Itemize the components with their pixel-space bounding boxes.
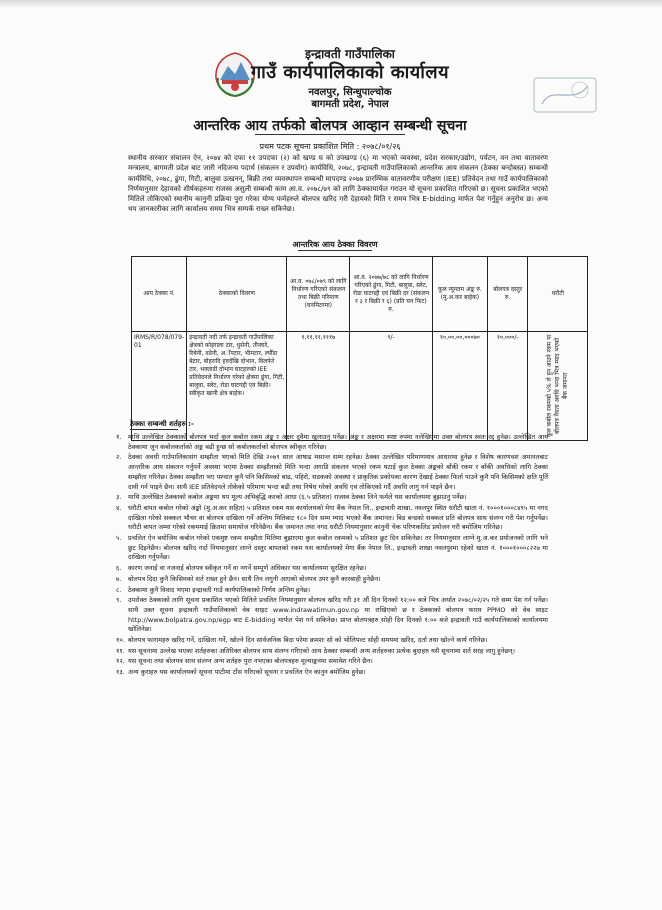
- term-number: १.: [116, 433, 122, 441]
- term-number: १२.: [116, 657, 125, 666]
- notice-title: आन्तरिक आय तर्फको बोलपत्र आव्हान सम्बन्धी सूचना: [193, 118, 467, 134]
- list-item: [116, 433, 548, 452]
- table-row: [132, 332, 588, 441]
- term-number: १३.: [116, 668, 125, 677]
- term-number: १०.: [116, 636, 125, 645]
- guarantee-text: कूल कबोल रकमको ५% ले हुन आउने रकम या बोलपत्र वैधता अवधि भन्दा भित्र म्याद भएको बैंक जमानत: [545, 334, 569, 438]
- table-header-row: [132, 257, 588, 332]
- term-number: ४.: [116, 503, 122, 512]
- list-item: [116, 668, 548, 678]
- office-province: बागमती प्रदेश, नेपाल: [311, 99, 389, 110]
- term-text: कारण जनाई वा नजनाई बोलपत्र स्वीकृत गर्ने वा नगर्ने सम्पूर्ण अधिकार यस कार्यालयमा सुरक्षित रहनेछ।: [128, 564, 367, 573]
- cell-guarantee: [528, 332, 588, 441]
- title-underline: [255, 134, 405, 135]
- municipality-name: इन्द्रावती गाउँपालिका: [305, 47, 395, 61]
- terms-list: [116, 433, 548, 679]
- term-text: बोलपत्र दिदा कुनै किसिमको शर्त राख्न हुने छैन। साथै तिन लगुनी आएको बोलपत्र उपर कुनै कारबाही हुनेछैन।: [128, 574, 381, 583]
- cell-rate: ९/-: [350, 332, 433, 441]
- list-item: [116, 647, 548, 657]
- list-item: [116, 575, 548, 585]
- cell-quantity: १,११,११,१११७: [287, 332, 350, 441]
- col-description: ठेक्काको विवरण: [187, 257, 287, 332]
- list-item: [116, 596, 548, 635]
- col-rate: आ.व. २०७७/७८ को लागि निर्धारण गरिएको ढुंगा, गिटी, बालुवा, स्लेट, रोडा घाटगद्दी एवं बिक्री दर (संकलन र ३ र बिक्री र ६) (प्रति घन फिट) रु.: [350, 257, 433, 332]
- col-fee: बोलपत्र दस्तुर रु.: [487, 257, 528, 332]
- cell-contract-no: IRMS/R/078/079-01: [132, 332, 187, 441]
- intro-paragraph: स्थानीय सरकार संचालन ऐन, २०७४ को दफा ११ उपदफा (२) को खण्ड घ को उपखण्ड (६) मा भएको व्यवस्था, प्रदेश सरकार/उद्योग, पर्यटन, वन तथा वातावरण मन्त्रालय, बागमती प्रदेश बाट जारी नदिजन्य पदार्थ (संकलन र उपयोग) कार्यविधि, २०७८, इन्द्रावती गाउँपालिकाको आन्तरिक आय संकलन (ठेक्का बन्दोबस्त) सम्बन्धी कार्यविधि, २०७८, ढुंगा, गिटी, बालुवा उत्खनन्, बिक्री तथा व्यवस्थापन सम्बन्धी मापदण्ड २०७७ प्रारम्भिक वातावरणीय परीक्षण (IEE) प्रतिवेदन तथा गाउँ कार्यपालिकाको निर्णयानुसार देहायको शीर्षकहरुमा राजस्व असुली सम्बन्धी काम आ.व. २०७८/७९ को लागि ठेक्कामार्फत गराउन यो सूचना प्रकाशित गरिएको छ। सूचना प्रकाशित भएको मितिले तोकिएको स्थानीय कानुनी प्रक्रिया पुरा गरेका योग्य फर्महरुले बोलपत्र खरिद गरी देहायको मिति र समय भित्र E-bidding मार्फत पेश गर्नुहुन अनुरोध छ। अन्य थप जानकारीका लागि कार्यालय समय भित्र सम्पर्क राख्न सकिनेछ।: [128, 154, 548, 214]
- contract-table: [131, 256, 588, 441]
- publish-date: प्रथम पटक सूचना प्रकाशित मिति : २०७८/०१/२६: [259, 142, 401, 151]
- term-text: माथि उल्लेखित ठेक्काको कबोल अङ्कमा थप मूल्य अभिबृद्धि करको आधा (६.५ प्रतिशत) राजस्व ठेक्का लिने फर्मले यस कार्यालयमा बुझाउनु पर्नेछ।: [128, 493, 467, 502]
- list-item: [116, 453, 548, 492]
- term-text: उपरोक्त ठेक्काको लागि सूचना प्रकाशित भएको मितिले प्रचलित नियमानुसार बोलपत्र खरिद गरी ३१ औं दिन दिनको १२:०० बजे भित्र अर्थात २०७८/०२/२५ गते सम्म पेश गर्न पर्नेछ। साथै उक्त सूचना इन्द्रावती गाउँपालिकाको वेब साइट www.indrawatimun.gov.np मा राखिएको छ र ठेक्काको बोलपत्र फारम PPMO को वेब साइट http://www.bolpatra.gov.np/egp बाट E-bidding मार्फत पेश गर्न सकिनेछ। प्राप्त बोलपत्रहरु सोही दिन दिनको १:०० बजे इन्द्रावती गाउँ कार्यपालिकाको कार्यालयमा खोलिनेछ।: [128, 596, 548, 634]
- term-number: ११.: [116, 646, 125, 655]
- cell-fee: १०,०००/-: [487, 332, 528, 441]
- col-contract-no: आय ठेक्का नं.: [132, 257, 187, 332]
- term-text: यस सूचनामा उल्लेख भएका शर्तहरुका अतिरिक्त बोलपत्र साथ संलग्न गरिएको आय ठेक्का सम्बन्धी अन्य शर्तहरुका प्रत्येक बुदाहरु यसै सूचनामा शर्त सरह लागु हुनेछन्।: [128, 646, 515, 655]
- scan-edge: [0, 0, 662, 8]
- list-item: [116, 564, 548, 574]
- cell-min-amount: १०,००,००,०००७०: [432, 332, 487, 441]
- list-item: [116, 657, 548, 667]
- col-guarantee: धरौटी: [528, 257, 588, 332]
- term-text: ठेक्कामा कुनै विवाद भएमा इन्द्रावती गाउँ कार्यपालिकाको निर्णय अन्तिम हुनेछ।: [128, 585, 311, 594]
- office-location: नवलपुर, सिन्धुपाल्चोक: [308, 87, 392, 98]
- term-number: ७.: [116, 574, 122, 583]
- term-number: २.: [116, 453, 122, 462]
- table-title: आन्तरिक आय ठेक्का विवरण: [292, 240, 378, 249]
- term-number: ३.: [116, 493, 122, 502]
- col-quantity: आ.व. ०७८/०७९ को लागि निर्धारण गरिएको संकलन तथा बिक्री परिमाण (घनमिटरमा): [287, 257, 350, 332]
- col-min-amount: कूल न्यूनतम अंङ्क रु. (मु.अ.कर बाहेक): [432, 257, 487, 332]
- term-text: माथि उल्लेखित ठेक्काको बोलपत्र भर्दा कुल कबोल रकम अंङ्क र अक्षर दुवैमा खुलाउनु पर्नेछ। अंङ्क र अक्षरमा स्पष्ट रुपमा नलेखिएमा उक्त बोलपत्र स्वतः रद्द हुनेछ। उल्लेखित आय ठेक्कामा जुन कबोलकर्ताको अंङ्क बढी हुन्छ सो कबोलकर्ताको बोलपत्र स्वीकृत गरिनेछ।: [128, 433, 548, 451]
- list-item: [116, 586, 548, 596]
- table-title-underline: [298, 250, 372, 251]
- terms-heading-underline: [130, 429, 178, 430]
- term-text: प्रचलित ऐन बमोजिम कबोल गरेको एकमुष्ट रकम सम्झौता मितिमा बुझाएमा कुल कबोल रकमको ५ प्रतिशत छुट दिन सकिनेछ। तर नियमानुसार लाग्ने मु.अ.कर प्रयोजनको लागि भने छुट दिइनेछैन। बोलपत्र खरिद गर्दा नियमानुसार लाग्ने दस्तुर बापतको रकम यस कार्यालयको मेगा बैंक नेपाल लि., इन्द्रावती शाखा नवलपुरमा रहेको खाता नं. १०००१०००८२२७ मा दाखिला गर्नुपर्नेछ।: [128, 534, 548, 562]
- office-name: गाउँ कार्यपालिकाको कार्यालय: [250, 62, 450, 83]
- list-item: [116, 493, 548, 503]
- office-stamp-icon: [532, 76, 598, 114]
- cell-description: इन्द्रावती नदी तर्फ इन्द्रावती गाउँपालिका क्षेत्रको कोइराला टार, धुसेनी, तीनघरे, रिबेनी, वडेनी, अाँपटार, भीमटार, ल्यौँडा बेटार, बोहरादि हरुदेखि दोभान, विलफेरे टार, भक्ताडी दोभान घाटहरुको IEE प्रतिवेदनले निर्धारण गरेको क्षेत्रमा ढुंगा, गिटी, बालुवा, स्लेट, रोडा घाटगद्दी एवं बिक्री। स्वीकृत खानी क्षेत्र बाहेक।: [187, 332, 287, 441]
- term-text: बोलपत्र फारामहरु खरिद गर्ने, दाखिला गर्ने, खोल्ने दिन सार्वजनिक बिदा परेमा क्रमशः सो को भोलिपल्ट सोही समयमा खरिद, दर्ता तथा खोल्ने कार्य गरिनेछ।: [128, 636, 488, 645]
- list-item: [116, 504, 548, 533]
- term-number: ८.: [116, 585, 122, 594]
- term-number: ५.: [116, 534, 122, 543]
- list-item: [116, 534, 548, 563]
- term-number: ९.: [116, 596, 122, 605]
- list-item: [116, 636, 548, 646]
- term-text: ठेक्का अवधी गाउँपालिकासंग सम्झौता भएको मिति देखि २०७९ साल आषाढ मसान्त सम्म रहनेछ। ठेक्का उल्लेखित परिमाणमात्र आधारमा हुनेछ र विशेष कारणवश अमानतबाट आन्तरिक आय संकलन गर्नुपर्ने अवस्था भएमा ठेक्का सम्झौताको मिति भन्दा अगाडि संकलन भएको रकम घटाई कुल ठेक्का अंङ्कको बाँकी रकम र बाँकी अवधिको लागि ठेक्का सम्झौता गरिनेछ। ठेक्का सम्झौता भए पश्चात कुनै पनि किसिमको बाढ, पहिरो, सडकको अवस्था र प्राकृतिक प्रकोपका कारण देखाई ठेक्का फिर्ता पाउने कुनै पनि किसिमको क्षति पूर्ति दावी गर्न पाइने छैन। साथै IEE प्रतिवेदनले तोकेको परिमाण भन्दा बढी तथा निषेध गरेको अवधि एवं तोकिएको गर्दै अवधि लागु गर्न पाइने छैन।: [128, 453, 548, 491]
- term-text: अन्य कुराहरु यस कार्यालयको सूचना पाटीमा टाँस गरिएको सूचना र प्रचलित ऐन कानुन बमोजिम हुनेछ।: [128, 668, 366, 677]
- term-number: ६.: [116, 564, 122, 573]
- terms-heading: ठेक्का सम्बन्धी शर्तहरु :-: [130, 420, 194, 428]
- term-text: धरौटी बापत कबोल गरेको अंङ्को (मु.अ.कर सहित) ५ प्रतिशत रकम यस कार्यालयको मेगा बैंक नेपाल लि., इन्द्रावती शाखा, नवलपुर स्थित धरौटी खाता नं. १०००१०००८४९५ मा नगद दाखिला गरेको सक्कल भौचर वा बोलपत्र दाखिला गर्ने अन्तिम मितिबाट १८० दिन सम्म म्याद भएको बैंक जमानत। बिड बन्डको सक्कल प्रति बोलपत्र साथ संलग्न गरी पेश गर्नुपर्नेछ। धरौटी बापत जम्मा गरेको रकममाई क्रितमा समायोज गरिनेछैन। बैंक जमानत तथा नगद धरौटी नियमानुसार कानुनी चेक परिणकलिड प्रयोजन गरी बमोजिम गरिनेछ।: [128, 503, 548, 532]
- term-text: यस सूचना तथा बोलपत्र साथ संलग्न अन्य शर्तहरु पुरा नभएका बोलपत्रहरु मूल्याङ्कनमा समावेश गरिने छैन।: [128, 657, 373, 666]
